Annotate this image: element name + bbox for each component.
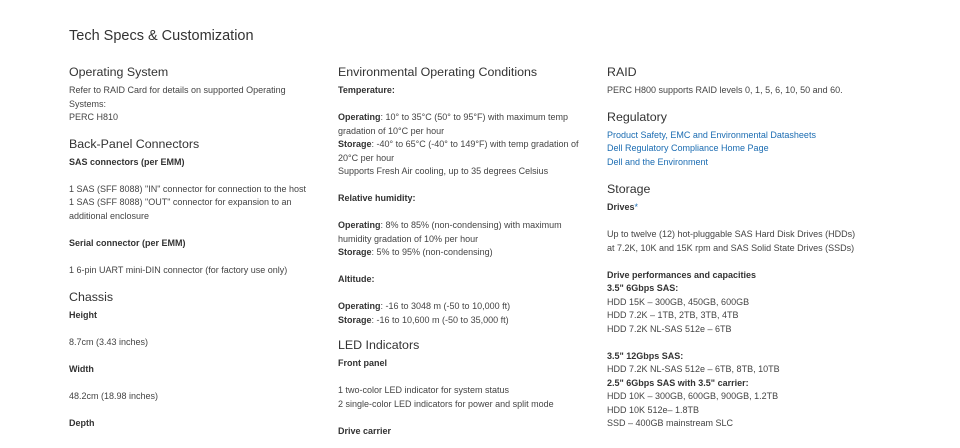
list-item: HDD 10K 512e– 1.8TB (607, 404, 700, 415)
group-25-6gbps-label: 2.5" 6Gbps SAS with 3.5" carrier: (607, 377, 749, 388)
section-chassis (69, 289, 309, 431)
section-environmental (338, 64, 588, 327)
section-storage (607, 181, 857, 431)
led-heading: LED Indicators (338, 338, 420, 352)
altitude-storage: Storage: -16 to 10,600 m (-50 to 35,000 ft) (338, 314, 509, 325)
humidity-storage: Storage: 5% to 95% (non-condensing) (338, 247, 493, 257)
list-item: HDD 7.2K NL-SAS 512e – 6TB (607, 323, 732, 334)
os-heading: Operating System (69, 65, 169, 79)
serial-connector-text: 1 6-pin UART mini-DIN connector (for factory use only) (69, 264, 288, 275)
link-safety-datasheets[interactable]: Product Safety, EMC and Environmental Datasheets (607, 129, 816, 140)
led-power: 2 single-color LED indicators for power and split mode (338, 398, 554, 409)
height-label: Height (69, 310, 97, 320)
raid-text: PERC H800 supports RAID levels 0, 1, 5, 6, 10, 50 and 60. (607, 85, 843, 95)
temperature-label: Temperature: (338, 85, 395, 95)
list-item: HDD 10K – 300GB, 600GB, 900GB, 1.2TB (607, 391, 779, 401)
depth-label: Depth (69, 418, 95, 428)
link-dell-environment[interactable]: Dell and the Environment (607, 156, 709, 167)
section-operating-system (69, 64, 309, 125)
footnote-star-link[interactable]: * (634, 202, 639, 212)
width-label: Width (69, 364, 94, 374)
humidity-operating: Operating: 8% to 85% (non-condensing) with maximum humidity gradation of 10% per hour (338, 220, 562, 244)
list-item: HDD 7.2K – 1TB, 2TB, 3TB, 4TB (607, 310, 739, 320)
height-value: 8.7cm (3.43 inches) (69, 337, 149, 347)
list-item: HDD 15K – 300GB, 450GB, 600GB (607, 296, 750, 307)
list-item: SSD – 400GB mainstream SLC (607, 418, 734, 428)
raid-heading: RAID (607, 65, 637, 79)
section-regulatory (607, 109, 857, 170)
chassis-heading: Chassis (69, 290, 114, 304)
altitude-operating: Operating: -16 to 3048 m (-50 to 10,000 ft) (338, 301, 511, 311)
drives-label: Drives* (607, 202, 639, 212)
temp-operating: Operating: 10° to 35°C (50° to 95°F) with maximum temp gradation of 10°C per hour (338, 112, 568, 136)
column-1 (69, 64, 309, 431)
os-value: PERC H810 (69, 112, 119, 122)
altitude-label: Altitude: (338, 274, 375, 284)
led-status: 1 two-color LED indicator for system status (338, 385, 510, 395)
section-raid (607, 64, 857, 98)
column-3 (607, 64, 857, 431)
section-back-panel-connectors (69, 136, 309, 278)
page-title: Tech Specs & Customization (69, 28, 254, 44)
group-35-6gbps-label: 3.5" 6Gbps SAS: (607, 283, 679, 293)
backpanel-heading: Back-Panel Connectors (69, 136, 200, 151)
group-35-12gbps-label: 3.5" 12Gbps SAS: (607, 350, 684, 361)
os-text: Refer to RAID Card for details on supported Operating Systems: (69, 85, 286, 109)
list-item: HDD 7.2K NL-SAS 512e – 6TB, 8TB, 10TB (607, 364, 780, 374)
sas-in-connector: 1 SAS (SFF 8088) "IN" connector for connection to the host (69, 183, 307, 194)
temp-storage: Storage: -40° to 65°C (-40° to 149°F) with temp gradation of 20°C per hour (338, 139, 579, 163)
drive-carrier-label: Drive carrier (338, 425, 392, 436)
width-value: 48.2cm (18.98 inches) (69, 391, 159, 401)
section-led-indicators (338, 337, 588, 438)
storage-heading: Storage (607, 182, 651, 196)
drives-text: Up to twelve (12) hot-pluggable SAS Hard Disk Drives (HDDs) at 7.2K, 10K and 15K rpm and SAS Solid State Drives (SSDs) (607, 229, 856, 253)
serial-connector-label: Serial connector (per EMM) (69, 237, 186, 248)
perf-label: Drive performances and capacities (607, 269, 757, 280)
link-compliance-home[interactable]: Dell Regulatory Compliance Home Page (607, 143, 769, 153)
regulatory-heading: Regulatory (607, 109, 667, 124)
sas-connectors-label: SAS connectors (per EMM) (69, 156, 185, 167)
env-heading: Environmental Operating Conditions (338, 65, 538, 79)
temp-fresh-air: Supports Fresh Air cooling, up to 35 degrees Celsius (338, 166, 549, 176)
sas-out-connector: 1 SAS (SFF 8088) "OUT" connector for expansion to an additional enclosure (69, 197, 292, 221)
front-panel-label: Front panel (338, 358, 387, 368)
column-2 (338, 64, 588, 438)
humidity-label: Relative humidity: (338, 193, 416, 203)
